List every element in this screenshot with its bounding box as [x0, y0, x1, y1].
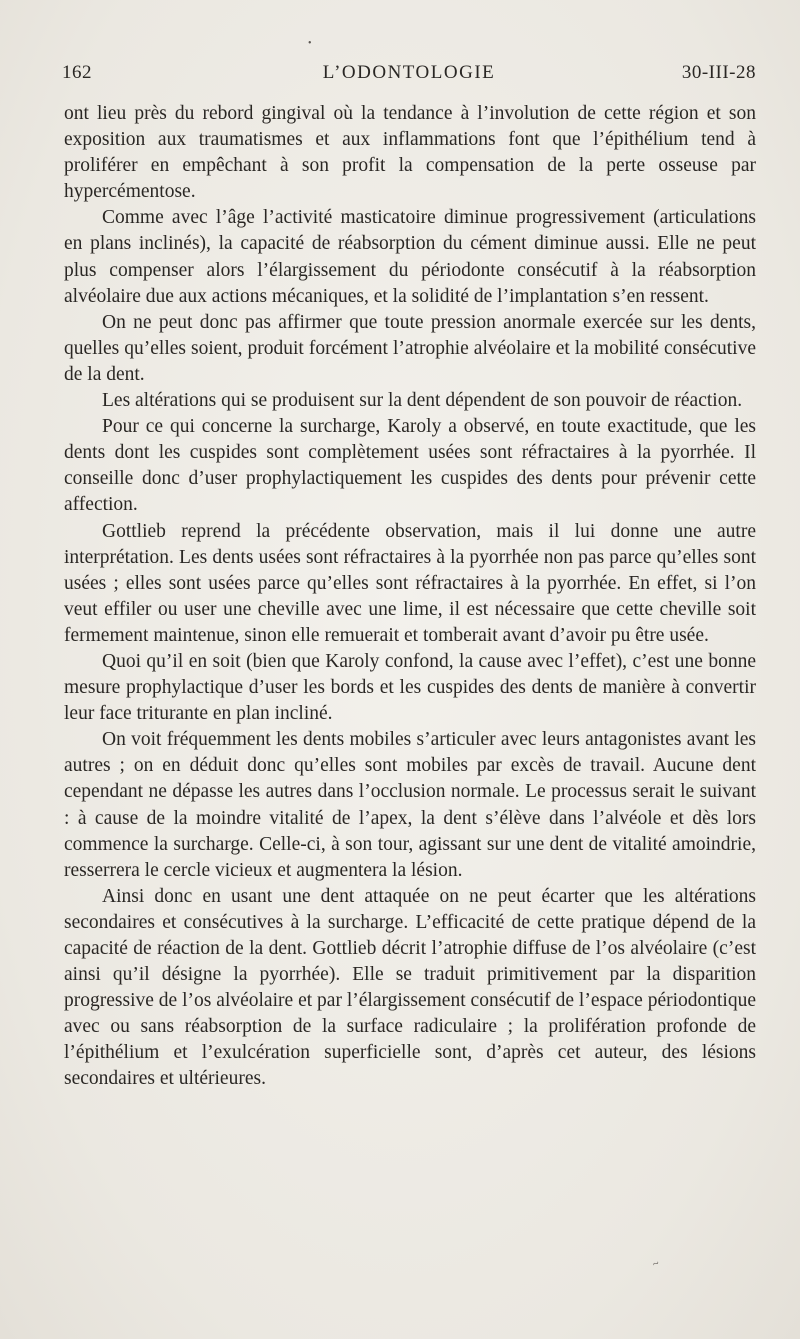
- paragraph: Ainsi donc en usant une dent attaquée on ne peut écarter que les altérations secondaires et consécutives à la surcharge. L’efficacité de cette pratique dépend de la capacité de réaction de la dent. Gottlieb décrit l’atrophie diffuse de l’os alvéolaire (c’est ainsi qu’il désigne la pyorrhée). Elle se traduit primitivement par la disparition progressive de l’os alvéolaire et par l’élargissement consécutif de l’espace périodontique avec ou sans réabsorption de la surface radiculaire ; la prolifération profonde de l’épithélium et l’exulcération superficielle sont, d’après cet auteur, des lésions secondaires et ultérieures.: [64, 885, 756, 1090]
- paragraph: Gottlieb reprend la précédente observation, mais il lui donne une autre interprétation. Les dents usées sont réfractaires à la pyorrhée non pas parce qu’elles sont usées ; elles sont usées parce qu’elles sont réfractaires à la pyorrhée. En effet, si l’on veut effiler ou user une cheville avec une lime, il est nécessaire que cette cheville soit fermement maintenue, sinon elle remuerait et tomberait avant d’avoir pu être usée.: [64, 520, 756, 646]
- journal-title: L’ODONTOLOGIE: [322, 62, 496, 83]
- paragraph: Pour ce qui concerne la surcharge, Karoly a observé, en toute exactitude, que les dents dont les cuspides sont complètement usées sont réfractaires à la pyorrhée. Il conseille donc d’user prophylactiquement les cuspides des dents pour prévenir cette affection.: [64, 416, 756, 516]
- running-header: [62, 62, 756, 92]
- paragraph: Quoi qu’il en soit (bien que Karoly confond, la cause avec l’effet), c’est une bonne mesure prophylactique d’user les bords et les cuspides des dents de manière à convertir leur face triturante en plan incliné.: [64, 650, 756, 725]
- paragraph: Les altérations qui se produisent sur la dent dépendent de son pouvoir de réaction.: [102, 390, 743, 412]
- paragraph: On ne peut donc pas affirmer que toute pression anormale exercée sur les dents, quelles qu’elles soient, produit forcément l’atrophie alvéolaire et la mobilité consécutive de la dent.: [64, 311, 756, 385]
- ink-speck: •: [308, 38, 312, 49]
- issue-date: 30-III-28: [681, 62, 756, 83]
- paragraph: Comme avec l’âge l’activité masticatoire diminue progressivement (articulations en plans inclinés), la capacité de réabsorption du cément diminue aussi. Elle ne peut plus compenser alors l’élargissement du périodonte consécutif à la réabsorption alvéolaire due aux actions mécaniques, et la solidité de l’implantation s’en ressent.: [64, 207, 756, 307]
- article-body: [64, 101, 756, 1093]
- paragraph: ont lieu près du rebord gingival où la tendance à l’involution de cette région et son exposition aux traumatismes et aux inflammations font que l’épithélium tend à proliférer en empêchant à son profit la compensation de la perte osseuse par hypercémentose.: [64, 103, 756, 203]
- paragraph: On voit fréquemment les dents mobiles s’articuler avec leurs antagonistes avant les autres ; on en déduit donc qu’elles sont mobiles par excès de travail. Aucune dent cependant ne dépasse les autres dans l’occlusion normale. Le processus serait le suivant : à cause de la moindre vitalité de l’apex, la dent s’élève dans l’alvéole et dès lors commence la surcharge. Celle-ci, à son tour, agissant sur une dent de vitalité amoindrie, resserrera le cercle vicieux et augmentera la lésion.: [64, 729, 756, 881]
- ink-speck: ~: [651, 1257, 661, 1271]
- page-number: 162: [62, 62, 92, 83]
